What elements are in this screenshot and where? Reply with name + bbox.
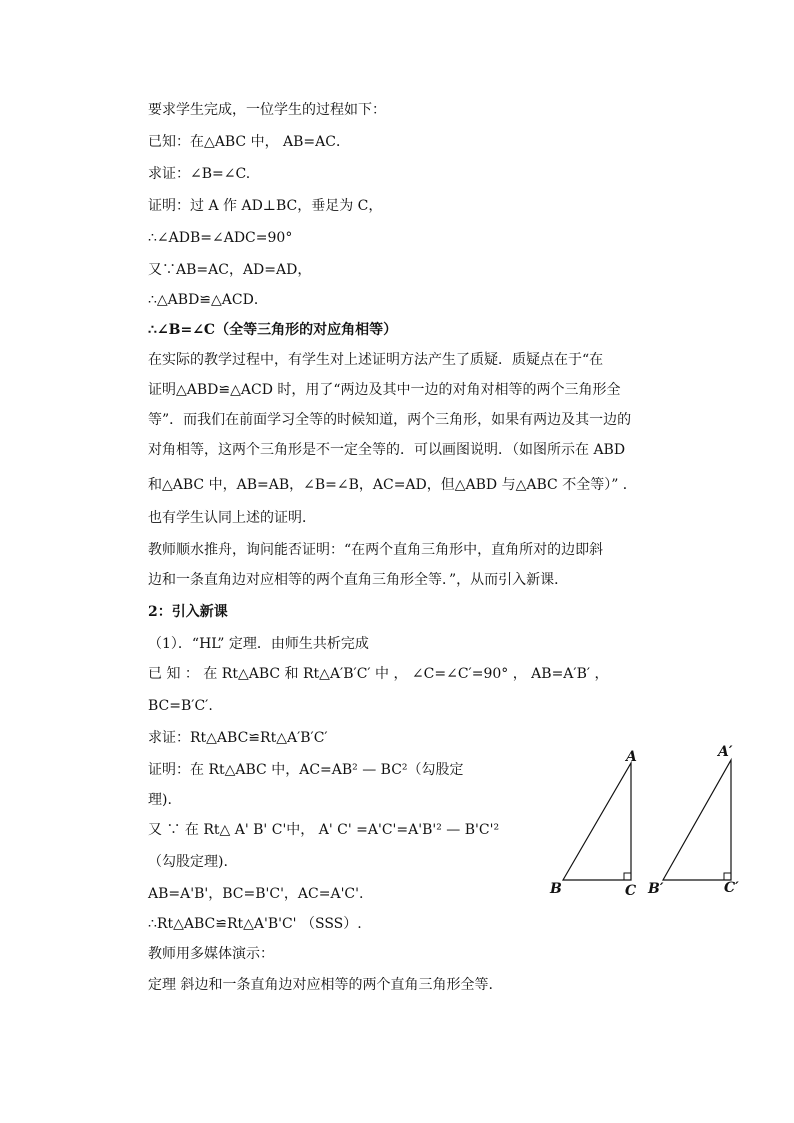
triangle-a2b2c2-shape xyxy=(663,760,731,880)
text-line: （勾股定理). xyxy=(148,854,228,870)
label-b: B xyxy=(550,881,562,897)
text-line: 求证：Rt△ABC≌Rt△A′B′C′ xyxy=(148,730,328,746)
text-line: ∴∠ADB=∠ADC=90° xyxy=(148,230,293,246)
text-line: 理). xyxy=(148,792,172,808)
triangle-a2b2c2 xyxy=(647,744,739,897)
section-heading: 2：引入新课 xyxy=(148,604,228,620)
text-line: 证明：过 A 作 AD⊥BC，垂足为 C， xyxy=(148,198,383,214)
text-line: ∴Rt△ABC≌Rt△A'B'C' （SSS）. xyxy=(148,916,362,932)
theorem-statement: 定理 斜边和一条直角边对应相等的两个直角三角形全等. xyxy=(148,977,493,993)
subsection-heading: （1）．“HL” 定理．由师生共析完成 xyxy=(148,636,369,652)
paragraph-line: 证明△ABD≌△ACD 时，用了“两边及其中一边的对角对相等的两个三角形全 xyxy=(148,382,621,398)
text-line: 教师用多媒体演示： xyxy=(148,946,274,962)
text-line: 已知：在△ABC 中， AB=AC． xyxy=(148,134,350,150)
text-line: ∴△ABD≌△ACD． xyxy=(148,292,268,308)
label-c: C xyxy=(625,883,637,899)
label-c-prime: C′ xyxy=(724,880,739,896)
text-line: 又 ∵ 在 Rt△ A' B' C'中， A' C' =A'C'=A'B'² — B'C'² xyxy=(148,822,500,838)
label-b-prime: B′ xyxy=(648,881,664,897)
paragraph-line: 也有学生认同上述的证明． xyxy=(148,510,316,526)
paragraph-line: 教师顺水推舟，询问能否证明：“在两个直角三角形中，直角所对的边即斜 xyxy=(148,542,604,558)
triangle-abc-shape xyxy=(563,763,631,880)
paragraph-line: 对角相等，这两个三角形是不一定全等的．可以画图说明．（如图所示在 ABD xyxy=(148,442,626,458)
text-line: BC=B′C′. xyxy=(148,698,213,714)
text-line: AB=A'B'，BC=B'C'，AC=A'C'. xyxy=(148,886,364,902)
right-angle-mark xyxy=(624,873,631,880)
text-line: 已 知 ： 在 Rt△ABC 和 Rt△A′B′C′ 中 ， ∠C=∠C′=90° ， AB=A′B′ ， xyxy=(148,666,609,682)
text-line: 要求学生完成，一位学生的过程如下： xyxy=(148,102,386,118)
text-line: 又∵AB=AC，AD=AD， xyxy=(148,262,312,278)
text-line: 证明：在 Rt△ABC 中，AC=AB² — BC²（勾股定 xyxy=(148,762,464,778)
right-triangles-figure xyxy=(540,740,780,900)
paragraph-line: 等”．而我们在前面学习全等的时候知道，两个三角形，如果有两边及其一边的 xyxy=(148,412,632,428)
paragraph-line: 边和一条直角边对应相等的两个直角三角形全等．”，从而引入新课． xyxy=(148,572,569,588)
paragraph-line: 和△ABC 中，AB=AB，∠B=∠B，AC=AD，但△ABD 与△ABC 不全等）” ． xyxy=(148,477,637,493)
text-line: 求证：∠B=∠C. xyxy=(148,166,251,182)
text-line: ∴∠B=∠C（全等三角形的对应角相等） xyxy=(148,322,398,338)
right-angle-mark xyxy=(724,873,731,880)
label-a: A xyxy=(626,749,637,765)
label-a-prime: A′ xyxy=(718,744,733,760)
triangle-abc xyxy=(549,749,637,899)
paragraph-line: 在实际的教学过程中，有学生对上述证明方法产生了质疑．质疑点在于“在 xyxy=(148,352,604,368)
